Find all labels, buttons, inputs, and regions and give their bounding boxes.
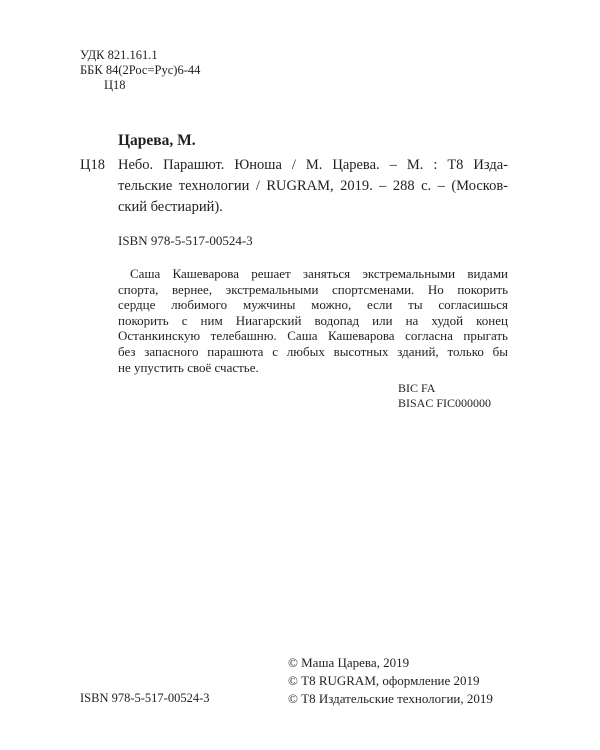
annotation-line: сердце любимого мужчины можно, если ты согласишься [118,297,508,313]
annotation-line: без запасного парашюта с любых высотных зданий, только бы [118,343,508,359]
annotation-line: Останкинскую телебашню. Саша Кашеварова согласна прыгать [118,328,508,344]
udk-code: УДК 821.161.1 [80,48,158,62]
annotation [118,266,508,375]
bib-line: Небо. Парашют. Юноша / М. Царева. – М. : Т8 Изда- [118,157,508,173]
copyright-line: © Т8 Издательские технологии, 2019 [288,691,493,706]
annotation-line: не упустить своё счастье. [118,359,259,375]
isbn: ISBN 978-5-517-00524-3 [118,233,253,248]
annotation-line: покорить с ним Ниагарский водопад или на худой конец [118,312,508,328]
annotation-line: спорта, вернее, экстремальными спортсменами. Но покорить [118,281,508,297]
copyright-line: © Т8 RUGRAM, оформление 2019 [288,673,480,688]
bbk-code: ББК 84(2Рос=Рус)6-44 [80,63,201,77]
copyright-line: © Маша Царева, 2019 [288,655,410,670]
bic-code: BIC FA [398,381,436,395]
bibliographic-description [118,155,508,218]
author-sign: Ц18 [80,157,105,173]
bisac-code: BISAC FIC000000 [398,396,492,410]
author-mark-code: Ц18 [104,78,126,92]
annotation-line: Саша Кашеварова решает заняться экстремальными видами [130,266,508,281]
bib-line: ский бестиарий). [118,199,223,215]
footer-isbn: ISBN 978-5-517-00524-3 [80,691,210,705]
author-heading: Царева, М. [118,132,196,149]
bib-line: тельские технологии / RUGRAM, 2019. – 288 с. – (Москов- [118,178,508,194]
